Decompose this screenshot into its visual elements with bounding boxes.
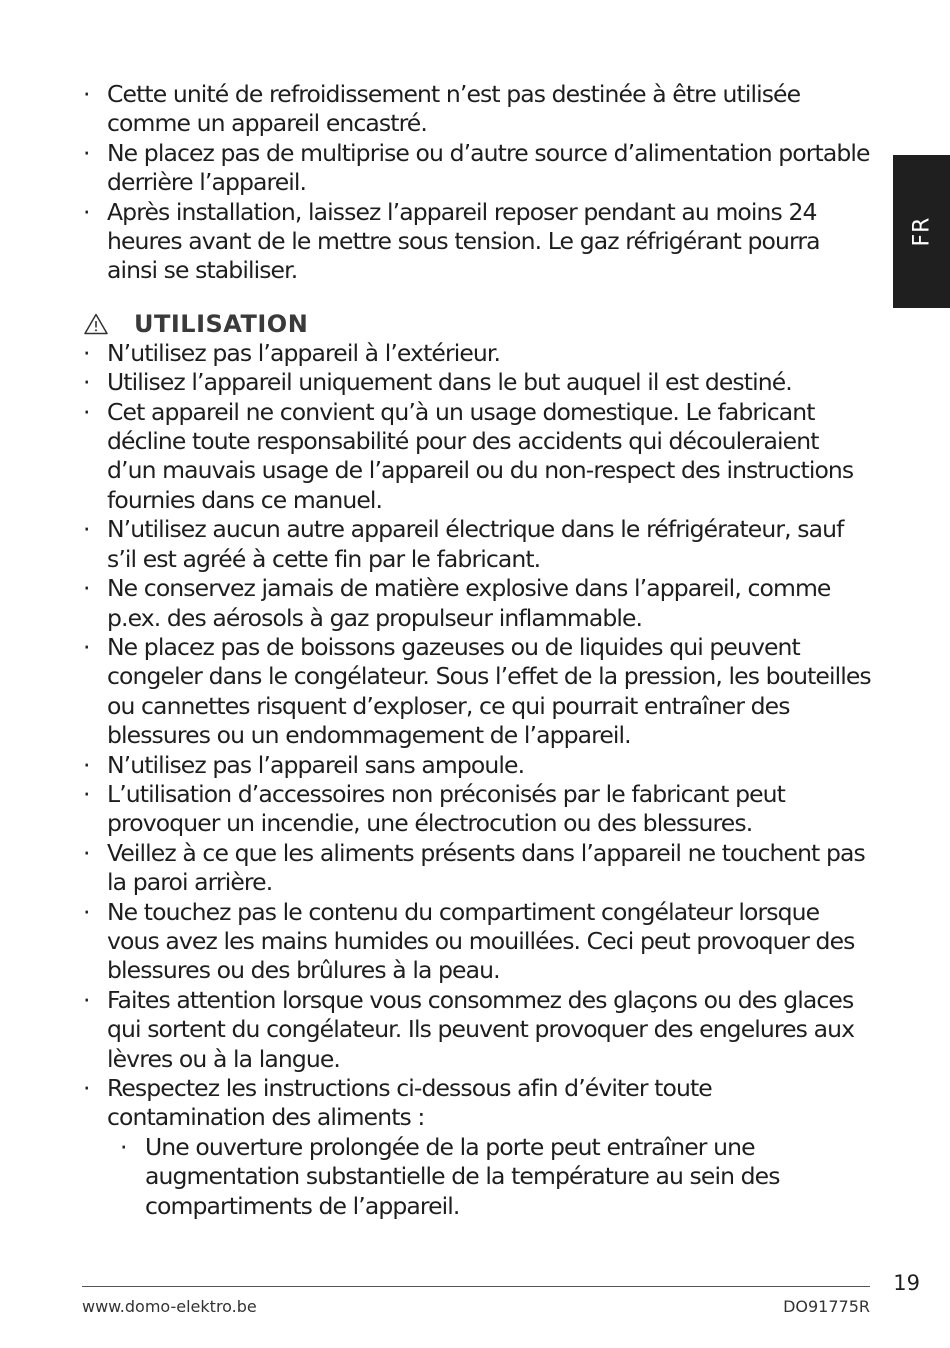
footer-model: DO91775R xyxy=(783,1297,870,1316)
bullet: · xyxy=(83,197,90,226)
footer-divider xyxy=(82,1286,870,1287)
list-item: · Ne touchez pas le contenu du compartiment congélateur lorsque vous avez les mains humides ou mouillées. Ceci peut provoquer des blessures ou des brûlures à la peau. xyxy=(83,897,855,985)
list-item: · L’utilisation d’accessoires non préconisés par le fabricant peut provoquer un incendie, une électrocution ou des blessures. xyxy=(83,779,785,838)
section-heading xyxy=(82,309,872,339)
list-item: · Ne conservez jamais de matière explosive dans l’appareil, comme p.ex. des aérosols à gaz propulseur inflammable. xyxy=(83,574,831,632)
list-item: · Faites attention lorsque vous consommez des glaçons ou des glaces qui sortent du congélateur. Ils peuvent provoquer des engelures aux lèvres ou à la langue. xyxy=(83,985,855,1073)
intro-list xyxy=(82,80,872,286)
language-tab: FR xyxy=(893,155,950,308)
bullet: · xyxy=(83,80,90,108)
list-item: · Utilisez l’appareil uniquement dans le but auquel il est destiné. xyxy=(83,368,792,397)
list-item: · Cette unité de refroidissement n’est pas destinée à être utilisée comme un appareil encastré. xyxy=(83,80,801,138)
page-content xyxy=(82,80,872,1221)
list-item: · Ne placez pas de boissons gazeuses ou de liquides qui peuvent congeler dans le congélateur. Sous l’effet de la pression, les bouteilles ou cannettes risquent d’exploser, ce qui pourrait entraîner des blessures ou un endommagement de l’appareil. xyxy=(83,632,871,750)
sub-list xyxy=(107,1133,872,1221)
list-item: · Respectez les instructions ci-dessous afin d’éviter toute contamination des aliments : · Une ouverture prolongée de la porte peut entraîner une augmentation substantielle de la température au sein des compartiments de l’appareil. xyxy=(82,1074,872,1221)
list-item: · Ne placez pas de multiprise ou d’autre source d’alimentation portable derrière l’appareil. xyxy=(83,138,870,197)
section-title: UTILISATION xyxy=(134,309,309,338)
warning-triangle-icon xyxy=(84,313,108,335)
bullet: · xyxy=(83,138,90,167)
list-item: · N’utilisez pas l’appareil à l’extérieur. xyxy=(83,338,501,367)
list-item: · N’utilisez aucun autre appareil électrique dans le réfrigérateur, sauf s’il est agréé à cette fin par le fabricant. xyxy=(83,515,844,573)
list-item: · Après installation, laissez l’appareil reposer pendant au moins 24 heures avant de le mettre sous tension. Le gaz réfrigérant pourra ainsi se stabiliser. xyxy=(83,197,820,285)
list-item: · Cet appareil ne convient qu’à un usage domestique. Le fabricant décline toute responsabilité pour des accidents qui découleraient d’un mauvais usage de l’appareil ou du non-respect des instructions fournies dans ce manuel. xyxy=(83,397,854,514)
list-item: · Veillez à ce que les aliments présents dans l’appareil ne touchent pas la paroi arrière. xyxy=(83,838,865,897)
footer-website: www.domo-elektro.be xyxy=(82,1297,257,1316)
usage-list xyxy=(82,339,872,1221)
list-item: · N’utilisez pas l’appareil sans ampoule. xyxy=(83,750,525,779)
sub-list-item: · Une ouverture prolongée de la porte peut entraîner une augmentation substantielle de la température au sein des compartiments de l’appareil. xyxy=(120,1132,780,1220)
page-number: 19 xyxy=(893,1271,920,1295)
